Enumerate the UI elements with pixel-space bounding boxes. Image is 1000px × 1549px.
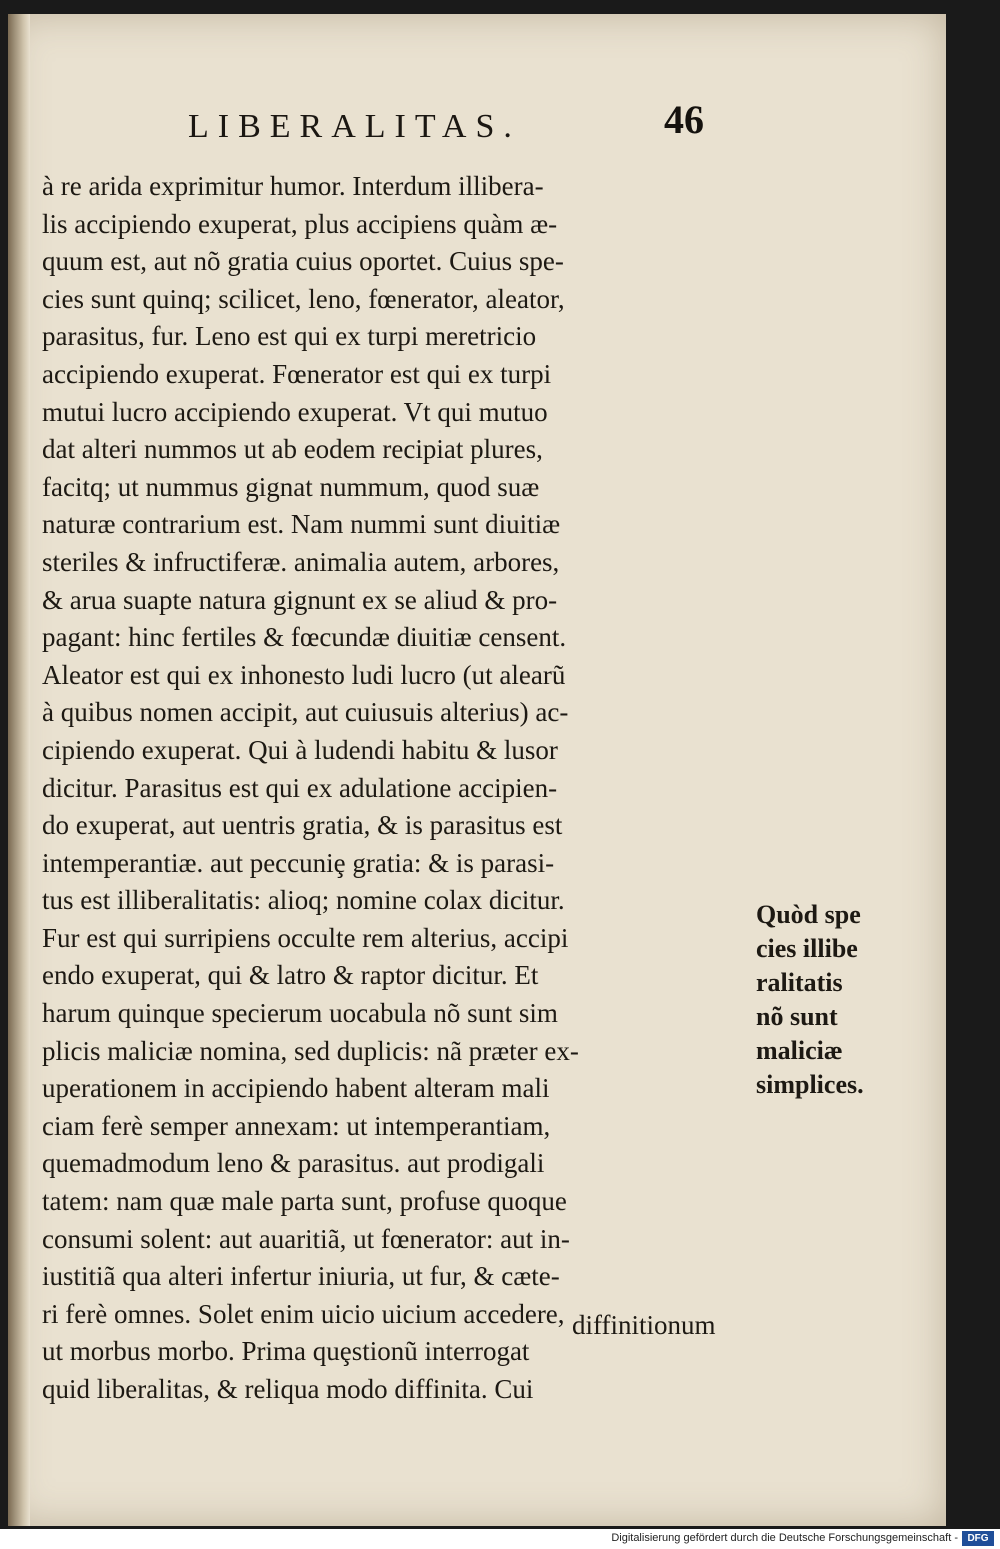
marginal-note-line: ralitatis xyxy=(756,968,843,997)
marginal-note-line: cies illibe xyxy=(756,934,858,963)
text-line: accipiendo exuperat. Fœnerator est qui ex turpi xyxy=(42,358,552,389)
text-line: consumi solent: aut auaritiã, ut fœnerator: aut in- xyxy=(42,1223,570,1254)
footer-bar xyxy=(0,1529,1000,1549)
marginal-note-line: Quòd spe xyxy=(756,900,861,929)
running-head-title: LIBERALITAS. xyxy=(188,108,521,145)
running-head xyxy=(188,96,748,156)
text-line: do exuperat, aut uentris gratia, & is parasitus est xyxy=(42,810,563,841)
text-line: quid liberalitas, & reliqua modo diffinita. Cui xyxy=(42,1374,534,1404)
text-line: uperationem in accipiendo habent alteram mali xyxy=(42,1073,550,1104)
text-line: plicis maliciæ nomina, sed duplicis: nã præter ex- xyxy=(42,1035,579,1066)
marginal-note xyxy=(756,898,906,1102)
text-line: quemadmodum leno & parasitus. aut prodigali xyxy=(42,1148,545,1179)
text-line: cies sunt quinq; scilicet, leno, fœnerator, aleator, xyxy=(42,283,565,314)
text-line: harum quinque specierum uocabula nõ sunt sim xyxy=(42,998,558,1029)
marginal-note-line: simplices. xyxy=(756,1070,864,1099)
text-line: intemperantiæ. aut peccuniȩ gratia: & is parasi- xyxy=(42,847,555,878)
text-line: tus est illiberalitatis: alioq; nomine colax dicitur. xyxy=(42,885,565,916)
text-line: à re arida exprimitur humor. Interdum illibera- xyxy=(42,171,544,201)
text-line: Aleator est qui ex inhonesto ludi lucro (ut alearũ xyxy=(42,659,566,690)
text-line: ut morbus morbo. Prima quȩstionũ interrogat xyxy=(42,1336,530,1367)
funding-credit: Digitalisierung gefördert durch die Deutsche Forschungsgemeinschaft - xyxy=(611,1532,958,1544)
text-line: quum est, aut nõ gratia cuius oportet. Cuius spe- xyxy=(42,246,564,277)
catchword: diffinitionum xyxy=(572,1310,716,1340)
text-line: ciam ferè semper annexam: ut intemperantiam, xyxy=(42,1110,551,1141)
text-line: tatem: nam quæ male parta sunt, profuse quoque xyxy=(42,1186,567,1217)
text-line: endo exuperat, qui & latro & raptor dicitur. Et xyxy=(42,960,539,991)
text-line: ri ferè omnes. Solet enim uicio uicium accedere, xyxy=(42,1298,565,1329)
text-line: dicitur. Parasitus est qui ex adulatione accipien- xyxy=(42,772,558,803)
page-gutter-shadow xyxy=(8,14,30,1526)
dfg-logo: DFG xyxy=(962,1531,994,1546)
body-text xyxy=(42,168,752,1409)
text-line: à quibus nomen accipit, aut cuiusuis alterius) ac- xyxy=(42,697,569,728)
text-line: mutui lucro accipiendo exuperat. Vt qui mutuo xyxy=(42,396,548,427)
text-line: & arua suapte natura gignunt ex se aliud & pro- xyxy=(42,584,558,615)
text-line: dat alteri nummos ut ab eodem recipiat plures, xyxy=(42,434,543,465)
marginal-note-line: maliciæ xyxy=(756,1036,843,1065)
text-line: iustitiã qua alteri infertur iniuria, ut fur, & cæte- xyxy=(42,1261,560,1292)
marginal-note-line: nõ sunt xyxy=(756,1002,838,1031)
text-line: cipiendo exuperat. Qui à ludendi habitu & lusor xyxy=(42,734,558,765)
text-line: naturæ contrarium est. Nam nummi sunt diuitiæ xyxy=(42,509,561,540)
text-line: steriles & infructiferæ. animalia autem, arbores, xyxy=(42,546,560,577)
text-line: facitq; ut nummus gignat nummum, quod suæ xyxy=(42,471,540,502)
page-number: 46 xyxy=(664,97,704,142)
text-line: parasitus, fur. Leno est qui ex turpi meretricio xyxy=(42,321,537,352)
book-page xyxy=(8,14,946,1526)
text-line: pagant: hinc fertiles & fœcundæ diuitiæ censent. xyxy=(42,622,567,653)
text-line: lis accipiendo exuperat, plus accipiens quàm æ- xyxy=(42,208,558,239)
text-line: Fur est qui surripiens occulte rem alterius, accipi xyxy=(42,922,569,953)
